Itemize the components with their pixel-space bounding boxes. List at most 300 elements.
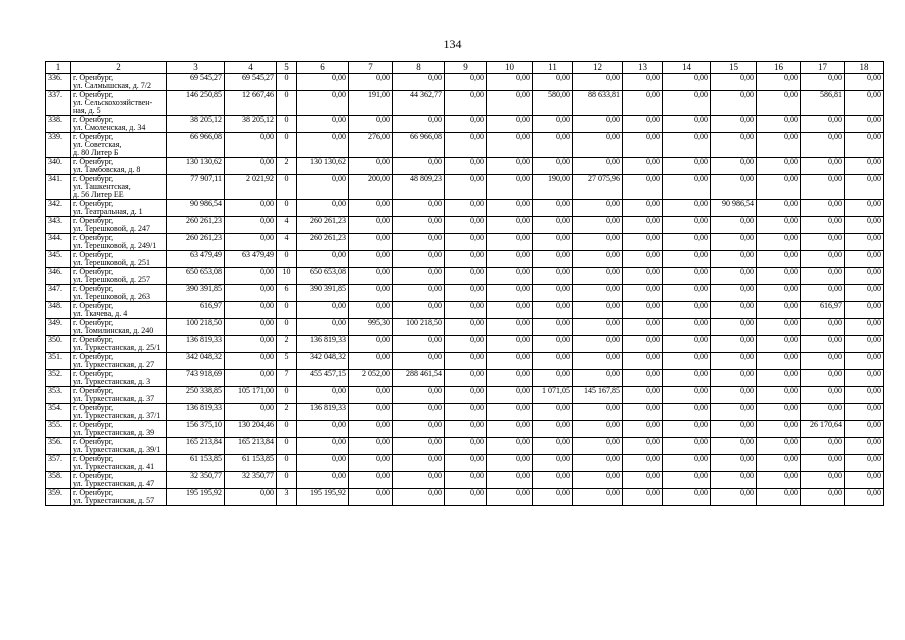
value-cell: 0,00 [845, 404, 884, 421]
row-number: 336. [46, 74, 71, 91]
value-cell: 0,00 [801, 455, 845, 472]
value-cell: 0,00 [845, 319, 884, 336]
value-cell: 0,00 [573, 319, 623, 336]
value-cell: 0,00 [573, 472, 623, 489]
value-cell: 0,00 [623, 217, 663, 234]
value-cell: 0,00 [349, 353, 393, 370]
value-cell: 0,00 [533, 217, 573, 234]
value-cell: 0,00 [711, 404, 757, 421]
value-cell: 0,00 [845, 285, 884, 302]
table-row [46, 387, 884, 404]
row-number: 340. [46, 158, 71, 175]
value-cell: 0,00 [623, 116, 663, 133]
value-cell: 995,30 [349, 319, 393, 336]
address-line: ул. Ткачева, д. 4 [73, 309, 128, 318]
address-cell [71, 175, 167, 200]
value-cell: 0,00 [349, 438, 393, 455]
row-number: 342. [46, 200, 71, 217]
column-header: 15 [711, 62, 757, 74]
value-cell: 0,00 [663, 251, 711, 268]
value-cell: 0,00 [623, 489, 663, 506]
value-cell: 190,00 [533, 175, 573, 200]
column-header: 13 [623, 62, 663, 74]
value-cell: 0,00 [533, 74, 573, 91]
value-cell: 0,00 [445, 404, 487, 421]
value-cell: 0,00 [393, 116, 445, 133]
value-cell: 200,00 [349, 175, 393, 200]
value-cell: 0,00 [297, 421, 349, 438]
value-cell: 0,00 [711, 489, 757, 506]
value-cell: 0,00 [757, 302, 801, 319]
value-cell: 0,00 [623, 353, 663, 370]
value-cell: 0,00 [711, 116, 757, 133]
value-cell: 0,00 [393, 268, 445, 285]
value-cell: 0,00 [757, 175, 801, 200]
value-cell: 0,00 [711, 158, 757, 175]
value-cell: 0,00 [663, 455, 711, 472]
address-cell [71, 336, 167, 353]
value-cell: 0,00 [445, 251, 487, 268]
address-cell [71, 370, 167, 387]
value-cell: 0,00 [711, 175, 757, 200]
value-cell: 0,00 [573, 158, 623, 175]
table-row [46, 489, 884, 506]
address-line: г. Оренбург, [73, 284, 114, 293]
value-cell: 0,00 [663, 370, 711, 387]
value-cell: 0,00 [487, 455, 533, 472]
value-cell: 0,00 [445, 353, 487, 370]
value-cell: 0,00 [711, 319, 757, 336]
column-header: 16 [757, 62, 801, 74]
value-cell: 0,00 [487, 116, 533, 133]
value-cell: 0,00 [393, 285, 445, 302]
value-cell: 650 653,08 [297, 268, 349, 285]
address-cell [71, 217, 167, 234]
value-cell: 0 [277, 251, 297, 268]
value-cell: 0,00 [801, 74, 845, 91]
value-cell: 0,00 [845, 455, 884, 472]
address-line: г. Оренбург, [73, 115, 114, 124]
value-cell: 0,00 [845, 370, 884, 387]
value-cell: 0,00 [845, 234, 884, 251]
value-cell: 0,00 [663, 472, 711, 489]
address-line: г. Оренбург, [73, 267, 114, 276]
value-cell: 0,00 [445, 268, 487, 285]
address-line: ул. Томилинская, д. 240 [73, 326, 154, 335]
value-cell: 0,00 [623, 251, 663, 268]
address-line: г. Оренбург, [73, 157, 114, 166]
value-cell: 0 [277, 387, 297, 404]
value-cell: 0,00 [533, 404, 573, 421]
value-cell: 0,00 [757, 421, 801, 438]
value-cell: 2 021,92 [225, 175, 277, 200]
value-cell: 0 [277, 455, 297, 472]
table-row [46, 370, 884, 387]
value-cell: 0,00 [487, 91, 533, 116]
table-row [46, 217, 884, 234]
address-line: г. Оренбург, [73, 369, 114, 378]
value-cell: 0,00 [663, 387, 711, 404]
header-row [46, 62, 884, 74]
table-row [46, 319, 884, 336]
value-cell: 32 350,77 [225, 472, 277, 489]
value-cell: 0,00 [445, 91, 487, 116]
value-cell: 0,00 [845, 217, 884, 234]
value-cell: 0 [277, 438, 297, 455]
value-cell: 0,00 [663, 91, 711, 116]
table-row [46, 91, 884, 116]
value-cell: 0,00 [393, 234, 445, 251]
value-cell: 0,00 [573, 285, 623, 302]
value-cell: 0,00 [845, 472, 884, 489]
address-line: д. 80 Литер Б [73, 148, 119, 157]
address-line: г. Оренбург, [73, 386, 114, 395]
value-cell: 66 966,08 [393, 133, 445, 158]
value-cell: 0,00 [663, 116, 711, 133]
value-cell: 26 170,64 [801, 421, 845, 438]
value-cell: 0,00 [801, 234, 845, 251]
value-cell: 0,00 [801, 319, 845, 336]
row-number: 337. [46, 91, 71, 116]
value-cell: 5 [277, 353, 297, 370]
value-cell: 650 653,08 [167, 268, 225, 285]
table-row [46, 353, 884, 370]
address-line: г. Оренбург, [73, 132, 114, 141]
value-cell: 0,00 [487, 353, 533, 370]
value-cell: 0,00 [573, 251, 623, 268]
value-cell: 0,00 [711, 455, 757, 472]
value-cell: 3 [277, 489, 297, 506]
column-header: 1 [46, 62, 71, 74]
value-cell: 0,00 [801, 285, 845, 302]
value-cell: 0,00 [757, 319, 801, 336]
column-header: 2 [71, 62, 167, 74]
address-cell [71, 158, 167, 175]
address-line: ул. Сельскохозяйствен- [73, 98, 153, 107]
value-cell: 0,00 [757, 455, 801, 472]
address-line: ул. Терешковой, д. 247 [73, 224, 151, 233]
value-cell: 0,00 [757, 489, 801, 506]
value-cell: 0,00 [445, 116, 487, 133]
value-cell: 0,00 [573, 455, 623, 472]
value-cell: 0,00 [711, 234, 757, 251]
value-cell: 0,00 [845, 158, 884, 175]
address-cell [71, 268, 167, 285]
value-cell: 0,00 [533, 353, 573, 370]
value-cell: 0,00 [711, 387, 757, 404]
data-table [45, 61, 884, 506]
address-line: ул. Туркестанская, д. 39/1 [73, 445, 161, 454]
value-cell: 0,00 [297, 387, 349, 404]
address-line: г. Оренбург, [73, 174, 114, 183]
value-cell: 0,00 [487, 370, 533, 387]
address-line: ул. Туркестанская, д. 37 [73, 394, 155, 403]
value-cell: 0,00 [533, 133, 573, 158]
table-row [46, 285, 884, 302]
value-cell: 0,00 [711, 91, 757, 116]
value-cell: 191,00 [349, 91, 393, 116]
value-cell: 0,00 [711, 302, 757, 319]
value-cell: 0,00 [801, 217, 845, 234]
value-cell: 0,00 [845, 116, 884, 133]
value-cell: 0,00 [663, 302, 711, 319]
value-cell: 0,00 [445, 387, 487, 404]
value-cell: 0,00 [533, 200, 573, 217]
value-cell: 0,00 [623, 455, 663, 472]
value-cell: 0,00 [663, 175, 711, 200]
address-line: г. Оренбург, [73, 216, 114, 225]
value-cell: 0,00 [623, 404, 663, 421]
address-line: ул. Терешковой, д. 263 [73, 292, 151, 301]
value-cell: 0,00 [623, 421, 663, 438]
value-cell: 0,00 [663, 217, 711, 234]
value-cell: 0,00 [533, 472, 573, 489]
value-cell: 0,00 [487, 217, 533, 234]
value-cell: 0,00 [573, 133, 623, 158]
value-cell: 32 350,77 [167, 472, 225, 489]
value-cell: 0,00 [845, 387, 884, 404]
value-cell: 0,00 [757, 268, 801, 285]
address-line: ул. Туркестанская, д. 41 [73, 462, 155, 471]
address-line: ул. Туркестанская, д. 39 [73, 428, 155, 437]
value-cell: 0,00 [533, 489, 573, 506]
value-cell: 0,00 [845, 421, 884, 438]
value-cell: 342 048,32 [297, 353, 349, 370]
value-cell: 455 457,15 [297, 370, 349, 387]
address-line: г. Оренбург, [73, 335, 114, 344]
value-cell: 0,00 [349, 302, 393, 319]
value-cell: 61 153,85 [225, 455, 277, 472]
value-cell: 0,00 [623, 319, 663, 336]
table-row [46, 116, 884, 133]
value-cell: 0 [277, 175, 297, 200]
value-cell: 2 052,00 [349, 370, 393, 387]
value-cell: 0,00 [711, 133, 757, 158]
value-cell: 0,00 [801, 133, 845, 158]
value-cell: 63 479,49 [225, 251, 277, 268]
value-cell: 165 213,84 [225, 438, 277, 455]
value-cell: 0,00 [757, 200, 801, 217]
value-cell: 616,97 [801, 302, 845, 319]
value-cell: 0,00 [487, 489, 533, 506]
value-cell: 0,00 [801, 404, 845, 421]
value-cell: 260 261,23 [167, 234, 225, 251]
address-line: г. Оренбург, [73, 73, 114, 82]
value-cell: 0,00 [487, 336, 533, 353]
value-cell: 0 [277, 302, 297, 319]
value-cell: 0,00 [487, 387, 533, 404]
value-cell: 10 [277, 268, 297, 285]
value-cell: 44 362,77 [393, 91, 445, 116]
value-cell: 0,00 [663, 285, 711, 302]
value-cell: 0,00 [623, 387, 663, 404]
value-cell: 0,00 [393, 472, 445, 489]
value-cell: 0,00 [801, 387, 845, 404]
row-number: 347. [46, 285, 71, 302]
value-cell: 0,00 [757, 217, 801, 234]
table-row [46, 200, 884, 217]
table-row [46, 421, 884, 438]
value-cell: 6 [277, 285, 297, 302]
value-cell: 0,00 [225, 336, 277, 353]
address-cell [71, 438, 167, 455]
table-row [46, 472, 884, 489]
value-cell: 0,00 [445, 158, 487, 175]
value-cell: 0,00 [663, 234, 711, 251]
column-header: 4 [225, 62, 277, 74]
column-header: 5 [277, 62, 297, 74]
address-line: ул. Туркестанская, д. 25/1 [73, 343, 161, 352]
value-cell: 0,00 [663, 421, 711, 438]
value-cell: 0,00 [845, 268, 884, 285]
value-cell: 0,00 [349, 116, 393, 133]
value-cell: 0,00 [663, 353, 711, 370]
address-line: ул. Театральная, д. 1 [73, 207, 143, 216]
value-cell: 0,00 [801, 175, 845, 200]
table-row [46, 133, 884, 158]
value-cell: 0,00 [349, 472, 393, 489]
address-line: г. Оренбург, [73, 352, 114, 361]
address-line: д. 56 Литер ЕЕ [73, 190, 124, 199]
value-cell: 0,00 [533, 285, 573, 302]
row-number: 358. [46, 472, 71, 489]
value-cell: 136 819,33 [297, 336, 349, 353]
value-cell: 0,00 [349, 421, 393, 438]
row-number: 355. [46, 421, 71, 438]
value-cell: 1 071,05 [533, 387, 573, 404]
value-cell: 0,00 [663, 200, 711, 217]
row-number: 339. [46, 133, 71, 158]
value-cell: 77 907,11 [167, 175, 225, 200]
value-cell: 0,00 [757, 285, 801, 302]
address-cell [71, 421, 167, 438]
address-line: г. Оренбург, [73, 403, 114, 412]
value-cell: 342 048,32 [167, 353, 225, 370]
address-cell [71, 472, 167, 489]
value-cell: 0,00 [393, 302, 445, 319]
value-cell: 0,00 [623, 91, 663, 116]
value-cell: 0,00 [573, 234, 623, 251]
table-row [46, 455, 884, 472]
value-cell: 0,00 [757, 74, 801, 91]
value-cell: 0,00 [757, 133, 801, 158]
value-cell: 195 195,92 [297, 489, 349, 506]
value-cell: 0,00 [349, 336, 393, 353]
column-header: 12 [573, 62, 623, 74]
value-cell: 0,00 [487, 421, 533, 438]
value-cell: 0 [277, 200, 297, 217]
value-cell: 0,00 [801, 438, 845, 455]
address-line: ул. Туркестанская, д. 3 [73, 377, 151, 386]
value-cell: 0,00 [349, 268, 393, 285]
value-cell: 0,00 [349, 234, 393, 251]
value-cell: 0,00 [393, 251, 445, 268]
value-cell: 0,00 [487, 175, 533, 200]
value-cell: 0,00 [533, 116, 573, 133]
column-header: 8 [393, 62, 445, 74]
value-cell: 0,00 [445, 438, 487, 455]
value-cell: 2 [277, 336, 297, 353]
value-cell: 0,00 [225, 217, 277, 234]
value-cell: 0,00 [445, 200, 487, 217]
row-number: 346. [46, 268, 71, 285]
address-cell [71, 455, 167, 472]
row-number: 349. [46, 319, 71, 336]
value-cell: 0,00 [845, 489, 884, 506]
value-cell: 0,00 [349, 251, 393, 268]
value-cell: 4 [277, 234, 297, 251]
value-cell: 0,00 [757, 387, 801, 404]
address-line: ная, д. 5 [73, 106, 101, 115]
value-cell: 0,00 [297, 175, 349, 200]
address-line: ул. Ташкентская, [73, 182, 131, 191]
address-cell [71, 489, 167, 506]
column-header: 3 [167, 62, 225, 74]
value-cell: 0,00 [225, 268, 277, 285]
value-cell: 0,00 [487, 404, 533, 421]
value-cell: 0,00 [801, 116, 845, 133]
value-cell: 0,00 [801, 489, 845, 506]
value-cell: 0,00 [623, 74, 663, 91]
value-cell: 0,00 [663, 268, 711, 285]
value-cell: 0,00 [845, 353, 884, 370]
value-cell: 0,00 [757, 116, 801, 133]
address-line: ул. Тамбовская, д. 8 [73, 165, 141, 174]
table-row [46, 336, 884, 353]
value-cell: 100 218,50 [167, 319, 225, 336]
value-cell: 0,00 [757, 91, 801, 116]
value-cell: 0,00 [801, 370, 845, 387]
value-cell: 0,00 [573, 404, 623, 421]
value-cell: 0,00 [801, 158, 845, 175]
address-line: г. Оренбург, [73, 199, 114, 208]
value-cell: 2 [277, 158, 297, 175]
value-cell: 0,00 [845, 200, 884, 217]
row-number: 344. [46, 234, 71, 251]
value-cell: 0,00 [757, 251, 801, 268]
page-number: 134 [443, 37, 462, 51]
value-cell: 0,00 [663, 319, 711, 336]
value-cell: 69 545,27 [167, 74, 225, 91]
address-line: г. Оренбург, [73, 233, 114, 242]
value-cell: 0,00 [711, 74, 757, 91]
value-cell: 0,00 [445, 489, 487, 506]
value-cell: 0,00 [225, 133, 277, 158]
address-cell [71, 200, 167, 217]
value-cell: 0,00 [573, 438, 623, 455]
value-cell: 0,00 [297, 251, 349, 268]
value-cell: 0,00 [533, 421, 573, 438]
value-cell: 0,00 [445, 302, 487, 319]
address-line: ул. Туркестанская, д. 47 [73, 479, 155, 488]
value-cell: 0,00 [393, 489, 445, 506]
value-cell: 0,00 [297, 302, 349, 319]
column-header: 9 [445, 62, 487, 74]
value-cell: 7 [277, 370, 297, 387]
row-number: 351. [46, 353, 71, 370]
address-line: г. Оренбург, [73, 90, 114, 99]
value-cell: 0,00 [349, 74, 393, 91]
value-cell: 616,97 [167, 302, 225, 319]
value-cell: 136 819,33 [167, 404, 225, 421]
value-cell: 69 545,27 [225, 74, 277, 91]
value-cell: 0 [277, 116, 297, 133]
value-cell: 0,00 [573, 353, 623, 370]
value-cell: 0,00 [445, 74, 487, 91]
table-body [46, 74, 884, 506]
value-cell: 88 633,81 [573, 91, 623, 116]
address-line: ул. Салмышская, д. 7/2 [73, 81, 152, 90]
